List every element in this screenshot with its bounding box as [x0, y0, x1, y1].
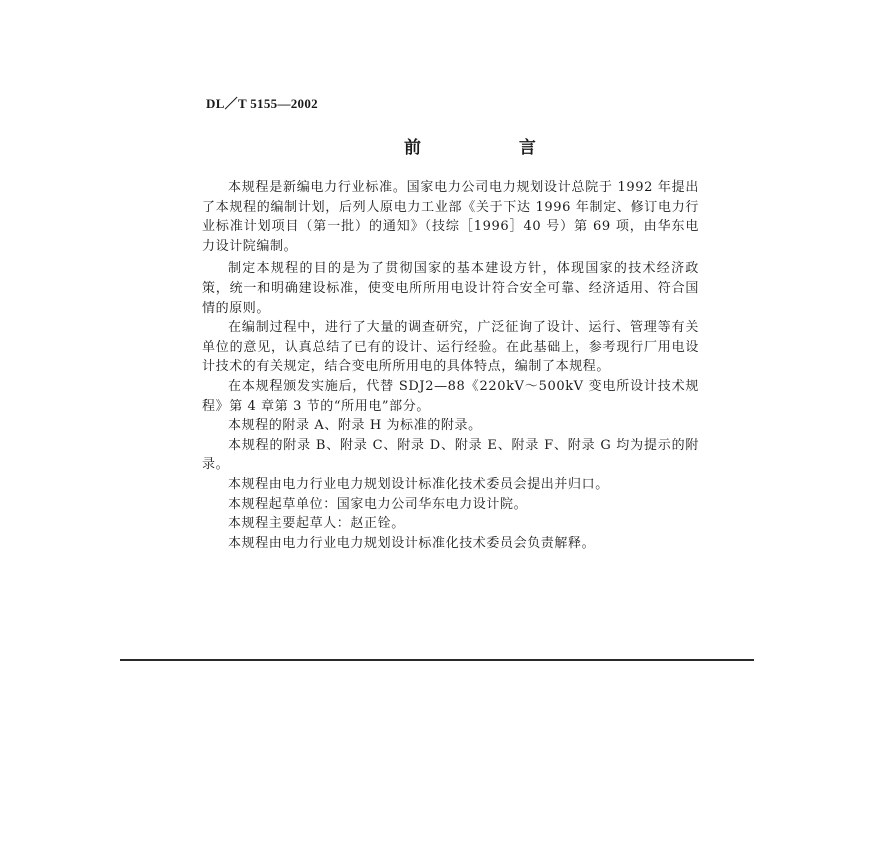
paragraph: 本规程由电力行业电力规划设计标准化技术委员会负责解释。 [228, 535, 596, 551]
paragraph: 本规程起草单位：国家电力公司华东电力设计院。 [228, 496, 528, 512]
standard-code: DL／T 5155—2002 [206, 96, 318, 111]
paragraph: 在编制过程中，进行了大量的调查研究，广泛征询了设计、运行、管理等有关单位的意见，认真总结了已有的设计、运行经验。在此基础上，参考现行厂用电设计技术的有关规定，结合变电所所用电的具体特点，编制了本规程。 [202, 320, 699, 375]
paragraph: 本规程是新编电力行业标准。国家电力公司电力规划设计总院于 1992 年提出了本规程的编制计划，后列人原电力工业部《关于下达 1996 年制定、修订电力行业标准计划项目（第一批）的通知》（技综［1996］40 号）第 69 项，由华东电力设计院编制。 [202, 180, 699, 254]
paragraph: 本规程主要起草人：赵正铨。 [228, 516, 405, 532]
preface-body [202, 178, 699, 553]
paragraph: 制定本规程的目的是为了贯彻国家的基本建设方针，体现国家的技术经济政策，统一和明确建设标准，使变电所所用电设计符合安全可靠、经济适用、符合国情的原则。 [202, 261, 699, 316]
bottom-rule [120, 659, 754, 661]
paragraph: 本规程由电力行业电力规划设计标准化技术委员会提出并归口。 [228, 476, 609, 492]
paragraph: 本规程的附录 B、附录 C、附录 D、附录 E、附录 F、附录 G 均为提示的附录。 [202, 437, 699, 473]
paragraph: 在本规程颁发实施后，代替 SDJ2—88《220kV～500kV 变电所设计技术规程》第 4 章第 3 节的“所用电”部分。 [202, 378, 699, 414]
paragraph: 本规程的附录 A、附录 H 为标准的附录。 [228, 418, 482, 434]
page-title: 前 言 [404, 138, 582, 158]
